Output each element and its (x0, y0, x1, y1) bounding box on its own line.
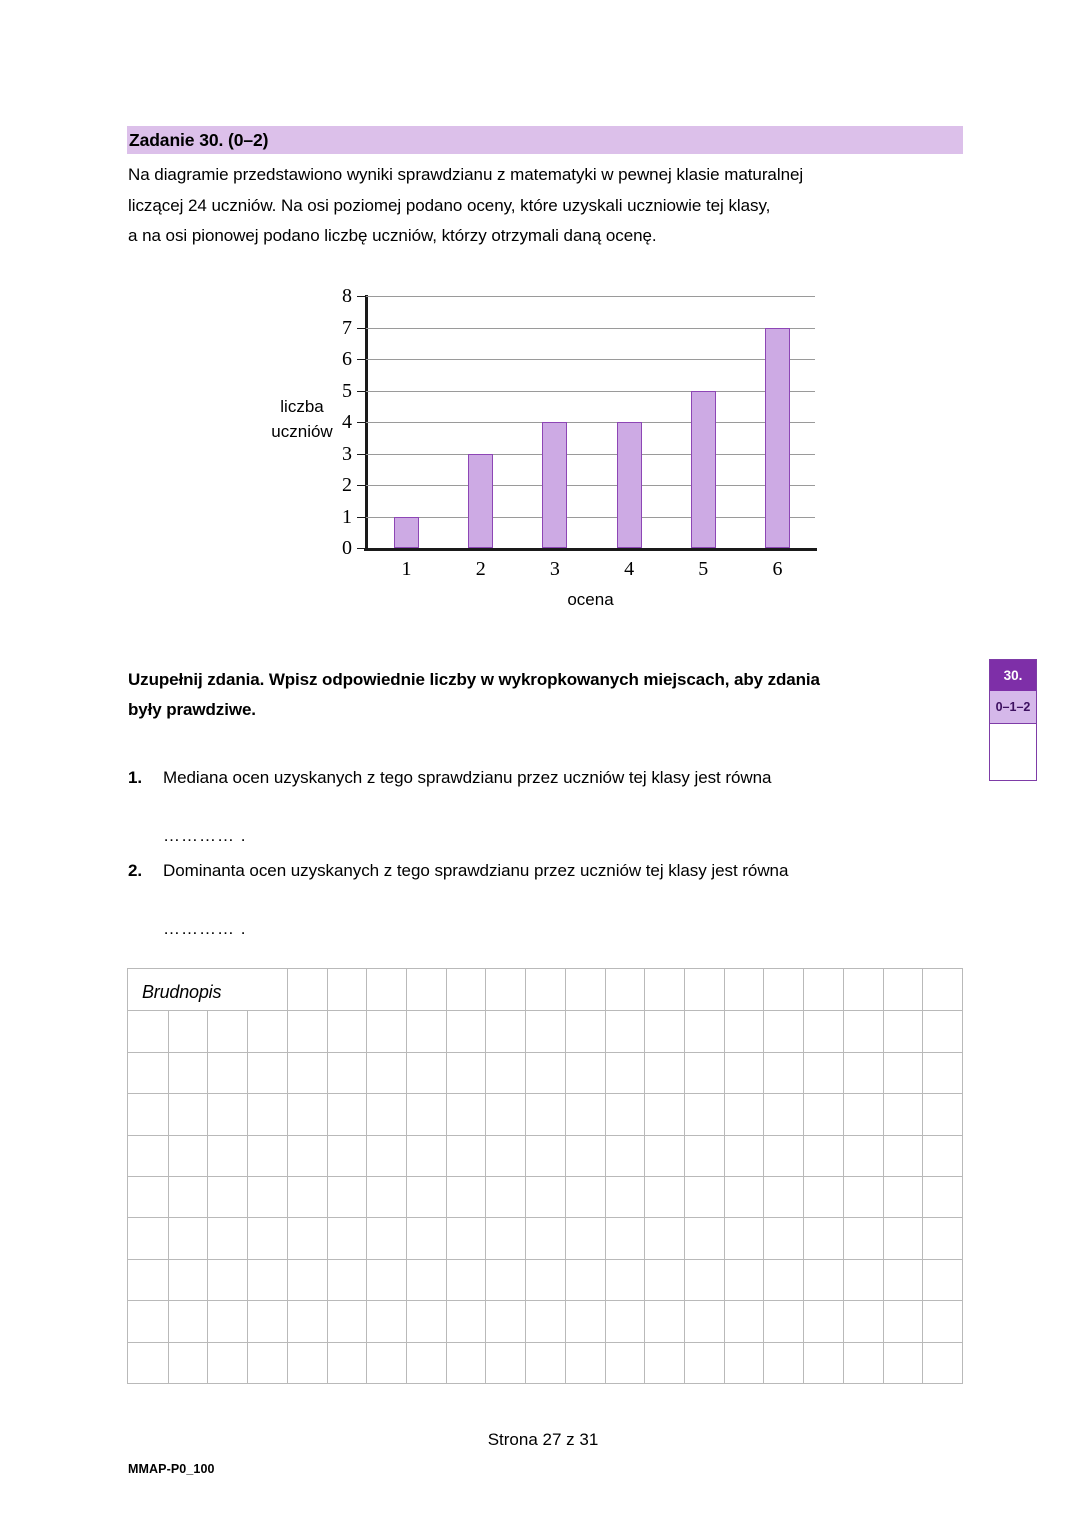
y-tick-1 (357, 517, 366, 518)
bar-1 (394, 517, 419, 549)
task-intro-text (128, 160, 978, 252)
gridline-6 (366, 359, 815, 360)
y-axis-title-line-1: liczba (280, 397, 324, 416)
intro-line-1: Na diagramie przedstawiono wyniki sprawdzianu z matematyki w pewnej klasie maturalnej (128, 165, 804, 184)
y-tick-label-3: 3 (342, 442, 352, 465)
intro-line-2: liczącej 24 uczniów. Na osi poziomej podano oceny, które uzyskali uczniowie tej klasy, (128, 195, 771, 215)
document-code: MMAP-P0_100 (128, 1462, 215, 1476)
y-tick-0 (357, 548, 366, 549)
y-tick-7 (357, 328, 366, 329)
y-tick-label-6: 6 (342, 348, 352, 370)
y-tick-6 (357, 359, 366, 360)
y-tick-label-8: 8 (342, 285, 352, 307)
y-tick-label-0: 0 (342, 537, 352, 559)
bar-chart (240, 280, 860, 615)
bar-6 (765, 328, 790, 549)
x-tick-label-3: 3 (549, 558, 560, 580)
statement-1-text: Mediana ocen uzyskanych z tego sprawdzianu przez uczniów tej klasy jest równa (163, 768, 772, 787)
scratch-paper-grid[interactable] (127, 968, 963, 1384)
bar-4 (617, 422, 642, 548)
x-tick-label-4: 4 (624, 558, 635, 580)
bar-5 (691, 391, 716, 549)
y-tick-label-1: 1 (342, 505, 352, 528)
gridline-5 (366, 391, 815, 392)
statement-1-answer-blank[interactable]: ………… . (163, 826, 247, 845)
score-entry-cell[interactable] (990, 724, 1036, 778)
y-tick-label-5: 5 (342, 379, 352, 402)
scratch-grid-hline (128, 1093, 962, 1094)
y-tick-5 (357, 391, 366, 392)
scratch-grid-hline (128, 1259, 962, 1260)
scratch-grid-vline (247, 1010, 248, 1383)
task-title: Zadanie 30. (0–2) (129, 129, 269, 150)
bar-2 (468, 454, 493, 549)
statement-2-answer-blank[interactable]: ………… . (163, 919, 247, 938)
gridline-7 (366, 328, 815, 329)
gridline-2 (366, 485, 815, 486)
instruction-line-2: były prawdziwe. (128, 700, 256, 719)
y-tick-8 (357, 296, 366, 297)
scratch-grid-hline (128, 1300, 962, 1301)
x-tick-label-6: 6 (772, 558, 783, 580)
score-points-scale: 0–1–2 (990, 691, 1036, 724)
gridline-8 (366, 296, 815, 297)
y-tick-4 (357, 422, 366, 423)
scratch-grid-vline (168, 1010, 169, 1383)
y-tick-label-2: 2 (342, 474, 352, 496)
y-axis-title-line-2: uczniów (271, 422, 333, 441)
scratch-grid-hline (128, 1217, 962, 1218)
y-tick-label-4: 4 (342, 411, 352, 433)
y-tick-label-7: 7 (342, 316, 352, 339)
x-tick-label-1: 1 (401, 558, 412, 580)
gridline-3 (366, 454, 815, 455)
scratch-grid-hline (128, 1010, 962, 1011)
task-header-bar (127, 126, 963, 154)
scratch-paper-label: Brudnopis (142, 982, 222, 1002)
x-tick-label-5: 5 (698, 558, 709, 580)
scratch-grid-hline (128, 1342, 962, 1343)
scratch-grid-vline (207, 1010, 208, 1383)
y-tick-3 (357, 454, 366, 455)
bar-3 (542, 422, 567, 548)
task-instruction (128, 665, 963, 725)
gridline-4 (366, 422, 815, 423)
scratch-grid-hline (128, 1135, 962, 1136)
x-axis-line (364, 548, 817, 551)
y-axis-title (250, 394, 354, 444)
scratch-grid-hline (128, 1052, 962, 1053)
statement-1 (128, 766, 968, 846)
x-tick-label-2: 2 (475, 558, 486, 580)
statement-2 (128, 859, 968, 939)
statement-2-number: 2. (128, 861, 143, 880)
statement-2-text: Dominanta ocen uzyskanych z tego sprawdzianu przez uczniów tej klasy jest równa (163, 861, 789, 880)
chart-plot-area (342, 285, 815, 580)
intro-line-3: a na osi pionowej podano liczbę uczniów, którzy otrzymali daną ocenę. (128, 226, 657, 245)
scratch-grid-lines (128, 969, 962, 1383)
y-tick-2 (357, 485, 366, 486)
x-axis-title: ocena (567, 590, 614, 609)
instruction-line-1: Uzupełnij zdania. Wpisz odpowiednie liczby w wykropkowanych miejscach, aby zdania (128, 670, 820, 689)
gridline-1 (366, 517, 815, 518)
page-number: Strona 27 z 31 (487, 1430, 599, 1449)
score-box (989, 659, 1037, 781)
score-task-number: 30. (990, 660, 1036, 691)
statement-1-number: 1. (128, 768, 143, 787)
scratch-grid-hline (128, 1176, 962, 1177)
